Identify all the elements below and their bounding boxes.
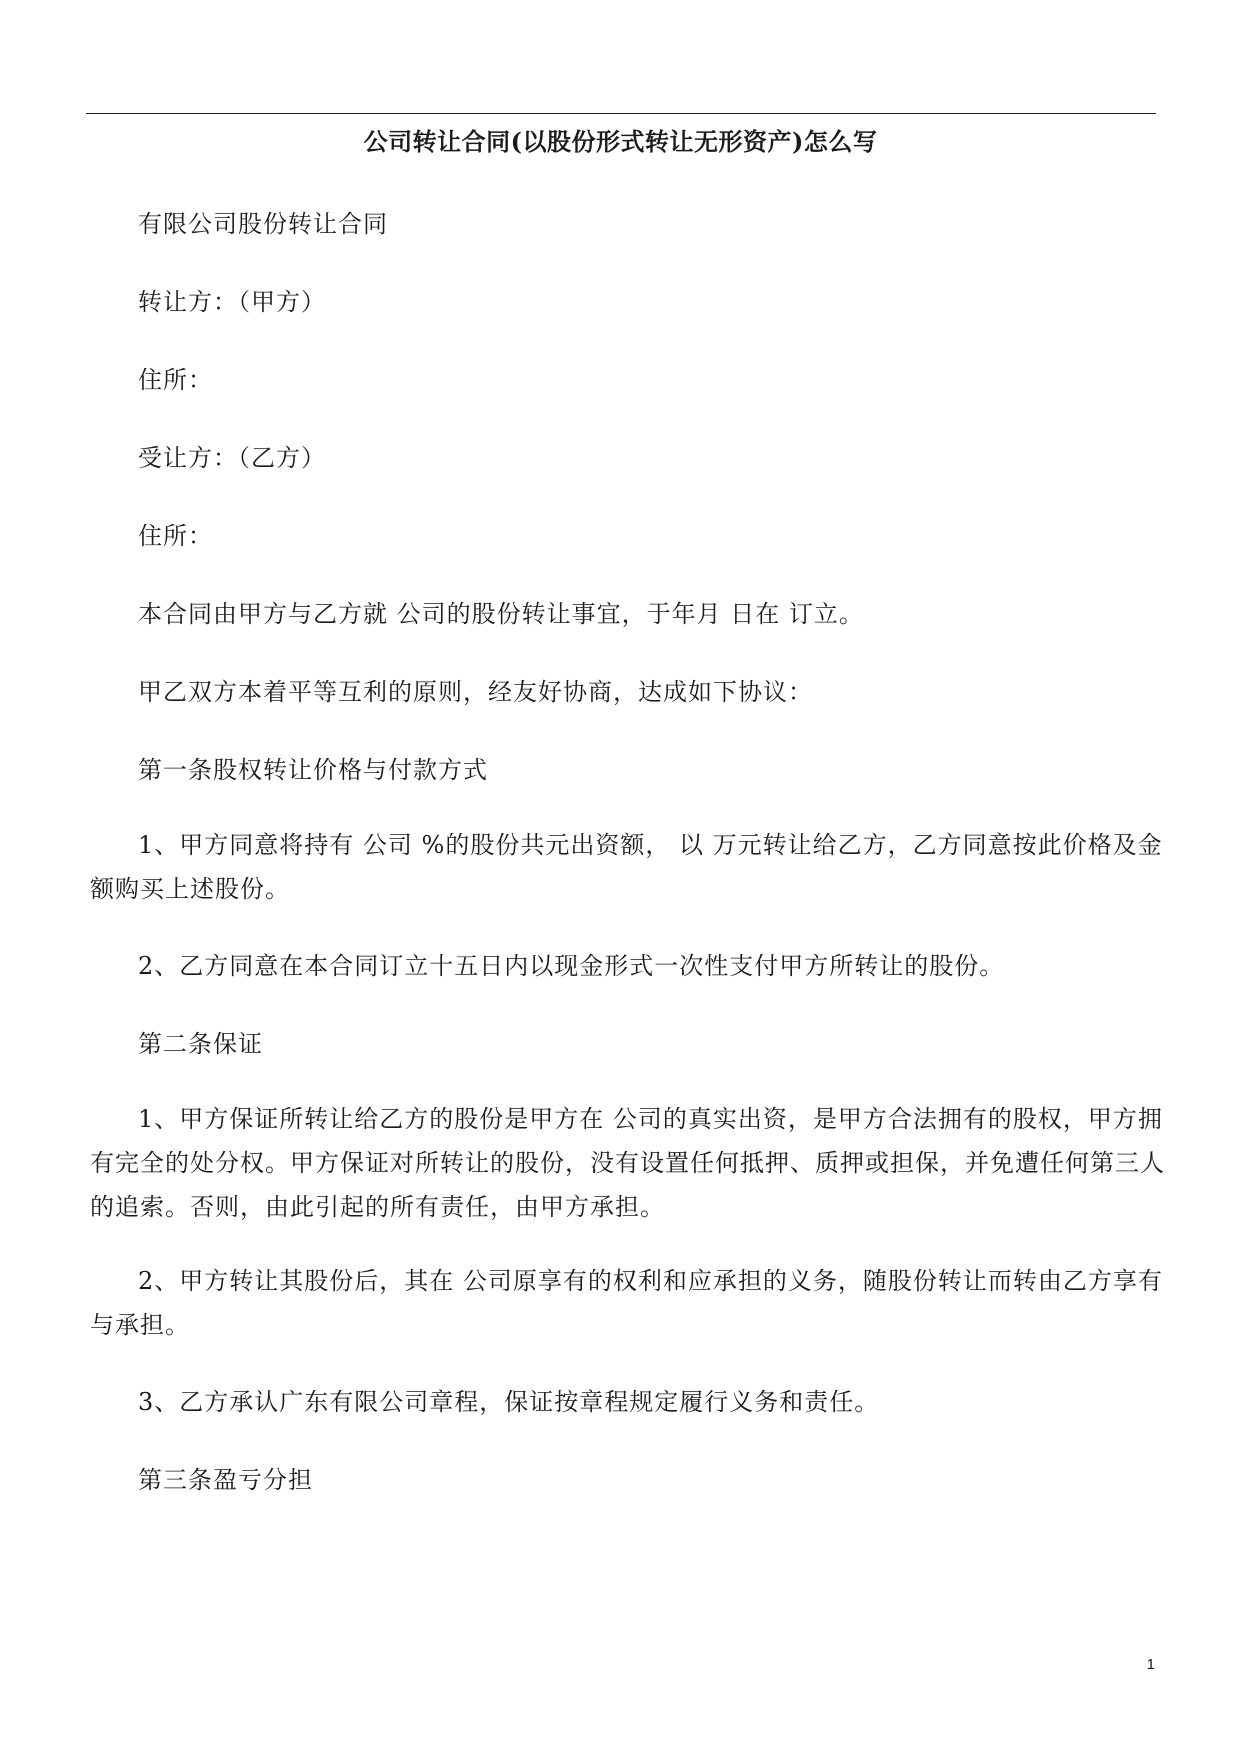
paragraph: 住所：	[138, 522, 213, 550]
section-heading: 第一条股权转让价格与付款方式	[138, 756, 488, 784]
paragraph: 3、乙方承认广东有限公司章程，保证按章程规定履行义务和责任。	[138, 1388, 880, 1416]
paragraph: 1、甲方保证所转让给乙方的股份是甲方在 公司的真实出资，是甲方合法拥有的股权，甲方拥有完全的处分权。甲方保证对所转让的股份，没有设置任何抵押、质押或担保，并免遭任何第三人的追索。否则，由此引起的所有责任，由甲方承担。	[90, 1105, 1165, 1221]
section-heading: 第二条保证	[138, 1030, 263, 1058]
paragraph: 2、乙方同意在本合同订立十五日内以现金形式一次性支付甲方所转让的股份。	[138, 952, 1005, 980]
document-body	[90, 199, 1168, 1506]
document-title: 公司转让合同(以股份形式转让无形资产)怎么写	[363, 127, 878, 156]
section-heading: 第三条盈亏分担	[138, 1466, 313, 1494]
paragraph: 甲乙双方本着平等互利的原则，经友好协商，达成如下协议：	[138, 678, 813, 706]
paragraph: 受让方：（乙方）	[138, 444, 326, 472]
paragraph: 1、甲方同意将持有 公司 %的股份共元出资额， 以 万元转让给乙方，乙方同意按此价格及金额购买上述股份。	[90, 831, 1163, 903]
page-number: 1	[1146, 1656, 1155, 1673]
paragraph: 有限公司股份转让合同	[138, 210, 388, 238]
paragraph: 转让方：（甲方）	[138, 288, 326, 316]
paragraph: 住所：	[138, 366, 213, 394]
paragraph: 2、甲方转让其股份后，其在 公司原享有的权利和应承担的义务，随股份转让而转由乙方享有与承担。	[90, 1267, 1163, 1339]
paragraph: 本合同由甲方与乙方就 公司的股份转让事宜，于年月 日在 订立。	[138, 600, 864, 628]
header-rule	[86, 113, 1156, 114]
